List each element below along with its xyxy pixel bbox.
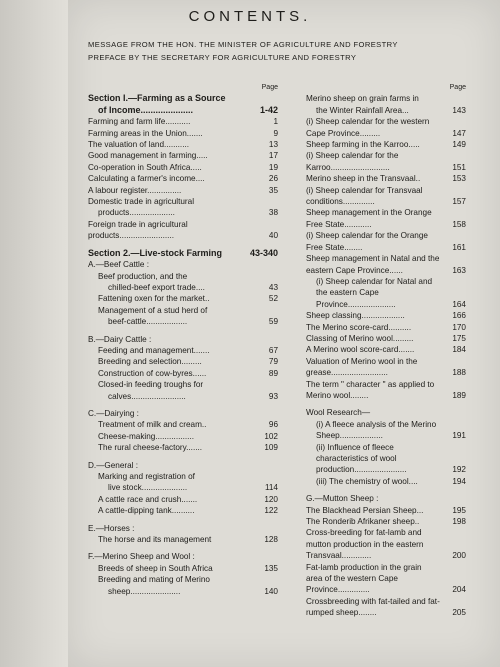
toc-entry: [88, 334, 278, 345]
toc-entry: [88, 534, 278, 545]
toc-entry-title: Merino sheep in the Transvaal..: [306, 174, 421, 184]
toc-entry: [306, 105, 466, 116]
toc-entry-page: 1-42: [259, 104, 278, 115]
toc-entry: [306, 527, 466, 561]
toc-entry-page: 102: [264, 431, 278, 441]
toc-entry: [306, 276, 466, 310]
toc-entry-title: Good management in farming.....: [88, 151, 208, 161]
toc-entry: [88, 442, 278, 453]
toc-entry-title: Feeding and management.......: [98, 345, 210, 355]
toc-entry-page: 79: [268, 357, 278, 367]
toc-entry: [88, 196, 278, 207]
toc-entry: [88, 574, 278, 585]
toc-entry-title: sheep......................: [108, 586, 181, 596]
toc-entry-title: (iii) The chemistry of wool....: [316, 476, 418, 486]
toc-entry-title: The Blackhead Persian Sheep...: [306, 505, 424, 515]
toc-entry: [88, 128, 278, 139]
toc-entry-page: 17: [268, 151, 278, 161]
toc-entry-title: The valuation of land...........: [88, 140, 190, 150]
toc-entry: [306, 505, 466, 516]
toc-entry-page: 40: [268, 231, 278, 241]
toc-entry-title: Breeding and selection.........: [98, 357, 202, 367]
toc-entry-title: Fattening oxen for the market..: [98, 294, 210, 304]
toc-entry-page: 35: [268, 185, 278, 195]
toc-entry-title: Crossbreeding with fat-tailed and fat-rumped sheep........: [306, 596, 440, 618]
toc-entry-page: 114: [264, 483, 278, 493]
toc-entry-page: 135: [264, 563, 278, 573]
toc-entry-page: 153: [452, 174, 466, 184]
toc-entry-title: calves........................: [108, 391, 186, 401]
toc-entry-title: Calculating a farmer's income....: [88, 174, 205, 184]
toc-entry: [306, 407, 466, 418]
toc-entry: [88, 551, 278, 562]
toc-entry-title: The rural cheese-factory.......: [98, 443, 203, 453]
toc-entry-title: Treatment of milk and cream..: [98, 420, 207, 430]
page-title: CONTENTS.: [188, 8, 312, 25]
toc-entry-title: Sheep management in Natal and the eastern Cape Province......: [306, 254, 440, 275]
toc-entry: [306, 150, 466, 173]
toc-entry: [306, 442, 466, 476]
toc-entry: [306, 379, 466, 402]
toc-entry-title: The Merino score-card..........: [306, 322, 412, 332]
toc-entry-title: Section 2.—Live-stock Farming: [88, 247, 223, 258]
toc-entry-title: of Income.....................: [98, 104, 194, 115]
toc-entry-page: 52: [268, 294, 278, 304]
toc-entry-page: 38: [268, 208, 278, 218]
toc-entry-title: Cross-breeding for fat-lamb and mutton production in the eastern Transvaal.............: [306, 528, 424, 561]
toc-entry-page: 194: [452, 476, 466, 486]
toc-entry-title: Classing of Merino wool.........: [306, 333, 414, 343]
toc-entry: [306, 93, 466, 104]
toc-entry: [88, 173, 278, 184]
toc-entry-page: 96: [268, 420, 278, 430]
toc-entry-page: 128: [264, 535, 278, 545]
toc-entry-title: (i) A fleece analysis of the Merino Sheep...................: [316, 419, 437, 441]
toc-entry-title: the Winter Rainfall Area...: [316, 105, 409, 115]
toc-entry-title: Fat-lamb production in the grain area of the western Cape Province..............: [306, 562, 422, 595]
toc-entry-title: Co-operation in South Africa.....: [88, 162, 202, 172]
toc-entry-page: 120: [264, 494, 278, 504]
toc-entry-page: 9: [273, 128, 278, 138]
toc-entry: [88, 93, 278, 104]
toc-entry-page: 89: [268, 368, 278, 378]
toc-entry: [306, 253, 466, 276]
toc-entry: [306, 516, 466, 527]
toc-entry-page: 43: [268, 282, 278, 292]
toc-entry-title: (i) Sheep calendar for the Orange Free State........: [306, 231, 428, 252]
toc-entry: [88, 207, 278, 218]
toc-entry-page: 200: [452, 551, 466, 561]
toc-entry: [88, 379, 278, 390]
toc-entry: [306, 476, 466, 487]
toc-entry-title: live stock....................: [108, 483, 188, 493]
toc-entry-title: Construction of cow-byres......: [98, 368, 207, 378]
toc-entry: [88, 293, 278, 304]
toc-entry-page: 151: [452, 162, 466, 172]
toc-entry-page: 157: [452, 197, 466, 207]
toc-entry: [306, 322, 466, 333]
toc-entry: [88, 248, 278, 259]
toc-entry: [88, 150, 278, 161]
toc-entry-page: 161: [452, 242, 466, 252]
toc-entry-title: Sheep management in the Orange Free State............: [306, 208, 432, 229]
toc-entry-title: (i) Sheep calendar for Transvaal conditions..............: [306, 185, 423, 207]
toc-entry: [306, 185, 466, 208]
toc-entry-title: The horse and its management: [98, 535, 212, 545]
toc-entry-page: 205: [452, 608, 466, 618]
toc-entry-page: 147: [452, 128, 466, 138]
toc-entry: [306, 207, 466, 230]
toc-entry-page: 67: [268, 345, 278, 355]
toc-entry-page: 175: [452, 333, 466, 343]
toc-entry-page: 43-340: [249, 247, 278, 258]
toc-entry: [88, 505, 278, 516]
toc-entry: [306, 173, 466, 184]
toc-entry-title: D.—General :: [88, 460, 139, 470]
toc-entry: [306, 493, 466, 504]
toc-entry-title: The Ronderib Afrikaner sheep..: [306, 517, 420, 527]
toc-entry-title: G.—Mutton Sheep :: [306, 494, 379, 504]
toc-entry-page: 198: [452, 517, 466, 527]
toc-entry-title: Sheep classing...................: [306, 311, 405, 321]
page-column-label: Page: [449, 84, 466, 91]
toc-entry-page: 164: [452, 299, 466, 309]
toc-entry: [88, 460, 278, 471]
toc-entry-title: E.—Horses :: [88, 523, 135, 533]
toc-entry-page: 13: [268, 140, 278, 150]
toc-entry-title: products....................: [98, 208, 175, 218]
toc-entry-page: 191: [452, 431, 466, 441]
toc-entry-page: 26: [268, 174, 278, 184]
toc-entry-title: A labour register...............: [88, 185, 182, 195]
toc-entry-title: Sheep farming in the Karroo.....: [306, 140, 420, 150]
toc-entry-page: 1: [273, 117, 278, 127]
toc-entry-title: Foreign trade in agricultural products........................: [88, 219, 188, 241]
toc-entry-title: Farming areas in the Union.......: [88, 128, 203, 138]
toc-entry-title: Section I.—Farming as a Source: [88, 93, 226, 104]
toc-entry: [88, 494, 278, 505]
toc-entry: [88, 419, 278, 430]
toc-entry-title: (i) Sheep calendar for Natal and the eastern Cape Province.....................: [316, 276, 433, 309]
toc-entry: [306, 596, 466, 619]
toc-entry: [88, 162, 278, 173]
toc-entry: [306, 419, 466, 442]
toc-entry-title: Marking and registration of: [98, 472, 195, 481]
toc-entry-page: 59: [268, 317, 278, 327]
toc-entry: [306, 356, 466, 379]
toc-entry-title: Domestic trade in agricultural: [88, 197, 195, 207]
page-column-label: Page: [261, 84, 278, 91]
toc-entry-title: (i) Sheep calendar for the western Cape Province.........: [306, 117, 430, 138]
toc-entry-title: chilled-beef export trade....: [108, 282, 205, 292]
toc-entry-page: 184: [452, 345, 466, 355]
toc-entry: [88, 482, 278, 493]
toc-entry-page: 140: [264, 586, 278, 596]
toc-entry-title: Merino sheep on grain farms in: [306, 94, 419, 104]
toc-entry-title: A Merino wool score-card.......: [306, 345, 415, 355]
toc-entry: [306, 139, 466, 150]
toc-entry-title: A cattle race and crush.......: [98, 494, 198, 504]
toc-entry-page: 192: [452, 465, 466, 475]
toc-entry-title: C.—Dairying :: [88, 408, 139, 418]
toc-entry-page: 170: [452, 322, 466, 332]
toc-entry: [88, 408, 278, 419]
toc-entry: [306, 344, 466, 355]
toc-entry-title: Valuation of Merino wool in the grease.........................: [306, 356, 418, 378]
toc-entry-page: 166: [452, 311, 466, 321]
header-line-minister: MESSAGE FROM THE HON. THE MINISTER OF AGRICULTURE AND FORESTRY: [88, 40, 398, 49]
toc-entry-title: Breeds of sheep in South Africa: [98, 563, 213, 573]
toc-entry-title: (ii) Influence of fleece characteristics of wool production.......................: [316, 442, 407, 475]
toc-entry: [88, 431, 278, 442]
toc-entry: [306, 562, 466, 596]
toc-entry: [88, 391, 278, 402]
toc-entry-page: 163: [452, 265, 466, 275]
toc-entry: [88, 139, 278, 150]
toc-entry: [88, 316, 278, 327]
toc-entry: [306, 310, 466, 321]
toc-entry-title: Management of a stud herd of: [98, 305, 208, 315]
toc-entry: [88, 116, 278, 127]
toc-entry-page: 143: [452, 105, 466, 115]
toc-entry-title: Wool Research—: [306, 408, 371, 418]
toc-entry: [88, 185, 278, 196]
toc-entry-page: 158: [452, 219, 466, 229]
toc-entry: [306, 116, 466, 139]
toc-entry-title: The term " character " as applied to Merino wool........: [306, 379, 435, 400]
toc-entry-page: 93: [268, 391, 278, 401]
toc-entry-page: 189: [452, 390, 466, 400]
contents-column-right: [306, 82, 466, 619]
toc-entry: [88, 219, 278, 242]
toc-entry: [88, 305, 278, 316]
toc-entry: [88, 563, 278, 574]
toc-entry-title: A.—Beef Cattle :: [88, 260, 149, 270]
toc-entry-title: Cheese-making.................: [98, 431, 195, 441]
toc-entry: [88, 345, 278, 356]
toc-entry-title: B.—Dairy Cattle :: [88, 334, 152, 344]
toc-entry-page: 204: [452, 585, 466, 595]
toc-entry-page: 195: [452, 505, 466, 515]
book-gutter: [0, 0, 70, 667]
toc-entry-title: F.—Merino Sheep and Wool :: [88, 552, 195, 562]
toc-entry: [88, 356, 278, 367]
toc-entry: [88, 586, 278, 597]
toc-entry-title: beef-cattle..................: [108, 317, 188, 327]
toc-entry-page: 149: [452, 140, 466, 150]
toc-entry-page: 19: [268, 162, 278, 172]
toc-entry: [88, 471, 278, 482]
toc-entry: [88, 271, 278, 282]
toc-entry: [88, 523, 278, 534]
toc-entry: [306, 230, 466, 253]
toc-entry-title: Breeding and mating of Merino: [98, 575, 210, 585]
toc-entry: [306, 333, 466, 344]
contents-column-left: [88, 82, 278, 597]
toc-entry-title: Farming and farm life...........: [88, 117, 191, 127]
toc-entry-title: Beef production, and the: [98, 271, 188, 281]
toc-entry-page: 122: [264, 506, 278, 516]
toc-entry: [88, 105, 278, 116]
toc-entry: [88, 282, 278, 293]
header-line-preface: PREFACE BY THE SECRETARY FOR AGRICULTURE AND FORESTRY: [88, 53, 357, 62]
toc-entry-title: A cattle-dipping tank..........: [98, 506, 195, 516]
toc-entry-page: 188: [452, 368, 466, 378]
toc-entry: [88, 368, 278, 379]
toc-entry-title: (i) Sheep calendar for the Karroo..........................: [306, 151, 399, 172]
toc-entry-title: Closed-in feeding troughs for: [98, 380, 204, 390]
toc-entry-page: 109: [264, 443, 278, 453]
toc-entry: [88, 259, 278, 270]
